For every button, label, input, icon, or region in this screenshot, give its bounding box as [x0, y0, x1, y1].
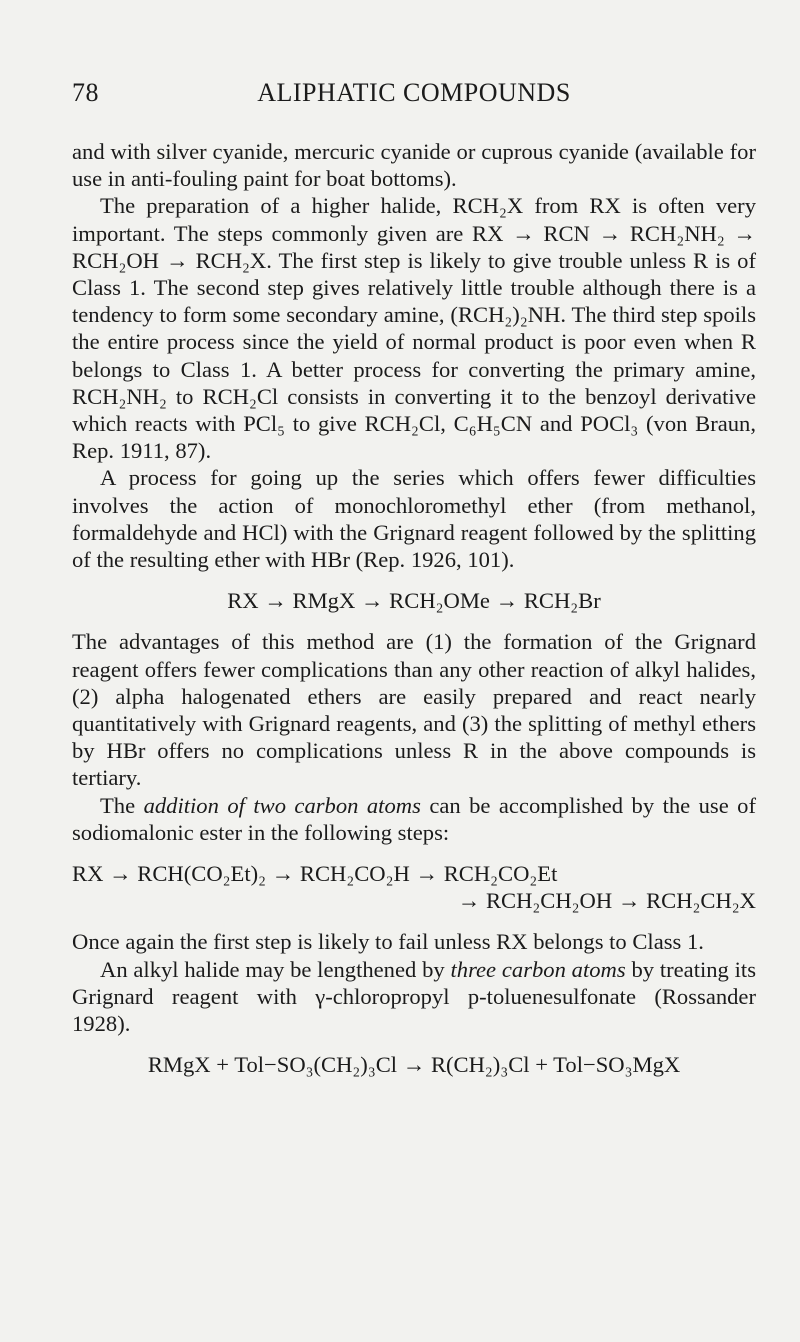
- equation-1: RX → RMgX → RCH₂OMe → RCH₂Br: [227, 588, 601, 614]
- paragraph-5-pre: The: [100, 792, 144, 818]
- paragraph-7-post: by treating its Grignard reagent with γ-chloropropyl p-toluenesulfonate (Rossander 1928).: [72, 956, 756, 1037]
- paragraph-7: [72, 956, 756, 1038]
- paragraph-2: The preparation of a higher halide, RCH₂X from RX is often very important. The steps commonly given are RX → RCN → RCH₂NH₂ → RCH₂OH → RCH₂X. The first step is likely to give trouble unless R is of Class 1. The second step gives relatively little trouble although there is a tendency to form some secondary amine, (RCH₂)₂NH. The third step spoils the entire process since the yield of normal product is poor even when R belongs to Class 1. A better process for converting the primary amine, RCH₂NH₂ to RCH₂Cl consists in converting it to the benzoyl derivative which reacts with PCl₅ to give RCH₂Cl, C₆H₅CN and POCl₃ (von Braun, Rep. 1911, 87).: [72, 193, 756, 464]
- paragraph-5-post: can be accomplished by the use of sodiomalonic ester in the following steps:: [72, 792, 756, 845]
- paragraph-7-emphasis: three carbon atoms: [450, 956, 626, 982]
- paragraph-7-pre: An alkyl halide may be lengthened by: [100, 956, 451, 982]
- equation-2-line-1: RX → RCH(CO₂Et)₂ → RCH₂CO₂H → RCH₂CO₂Et: [72, 861, 558, 887]
- paragraph-6: Once again the first step is likely to fail unless RX belongs to Class 1.: [72, 929, 704, 955]
- page-number: 78: [72, 78, 99, 107]
- equation-3: RMgX + Tol−SO₃(CH₂)₃Cl → R(CH₂)₃Cl + Tol−SO₃MgX: [147, 1052, 681, 1078]
- paragraph-5: [72, 792, 756, 846]
- running-title: ALIPHATIC COMPOUNDS: [257, 78, 571, 107]
- paragraph-4: The advantages of this method are (1) the formation of the Grignard reagent offers fewer complications than any other reaction of alkyl halides, (2) alpha halogenated ethers are easily prepared and react nearly quantitatively with Grignard reagents, and (3) the splitting of methyl ethers by HBr offers no complications unless R in the above compounds is tertiary.: [72, 629, 756, 791]
- paragraph-1: and with silver cyanide, mercuric cyanide or cuprous cyanide (available for use in anti-fouling paint for boat bottoms).: [72, 139, 756, 192]
- paragraph-5-emphasis: addition of two carbon atoms: [143, 792, 421, 818]
- paragraph-3: A process for going up the series which offers fewer difficulties involves the action of monochloromethyl ether (from methanol, formaldehyde and HCl) with the Grignard reagent followed by the splitting of the resulting ether with HBr (Rep. 1926, 101).: [72, 465, 756, 573]
- equation-2-line-2: → RCH₂CH₂OH → RCH₂CH₂X: [457, 888, 756, 914]
- page-body: [72, 138, 756, 1093]
